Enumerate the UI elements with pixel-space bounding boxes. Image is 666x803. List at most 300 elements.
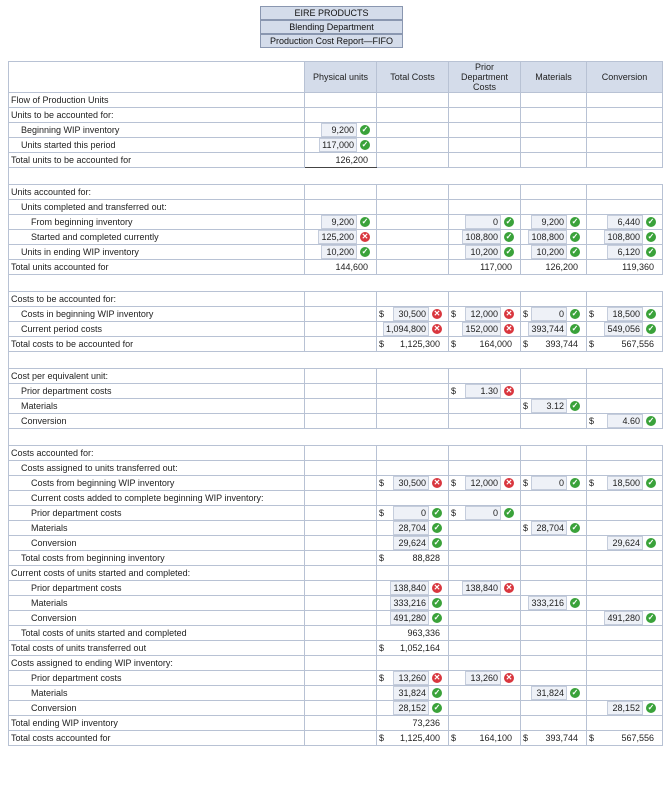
answer-input[interactable]: 6,440 (607, 215, 643, 229)
cell-c5 (587, 260, 663, 275)
value-group (607, 476, 656, 490)
cell-c3 (449, 230, 521, 245)
computed-value: 126,200 (335, 155, 368, 165)
row-label: Flow of Production Units (9, 93, 305, 108)
table-row (9, 123, 663, 138)
table-row (9, 138, 663, 153)
answer-input[interactable]: 18,500 (607, 307, 643, 321)
cell-content (451, 262, 514, 272)
spacer-row (9, 429, 663, 446)
dollar-sign: $ (523, 478, 529, 488)
cell-c2 (377, 551, 449, 566)
cell-content (379, 671, 442, 685)
row-label: Current period costs (9, 322, 305, 337)
cell-c2 (377, 716, 449, 731)
cell-c3 (449, 245, 521, 260)
company-title: EIRE PRODUCTS (260, 6, 403, 20)
computed-value: 393,744 (545, 733, 578, 743)
row-label: Total costs accounted for (9, 731, 305, 746)
answer-input[interactable]: 138,840 (390, 581, 429, 595)
cell-c5 (587, 230, 663, 245)
cell-c2 (377, 626, 449, 641)
cell-c5 (587, 369, 663, 384)
answer-input[interactable]: 13,260 (393, 671, 429, 685)
value-group (462, 322, 514, 336)
cell-c2 (377, 566, 449, 581)
check-circle-icon: ✓ (647, 324, 655, 333)
answer-input[interactable]: 108,800 (462, 230, 501, 244)
check-circle-icon: ✓ (571, 247, 579, 256)
row-label: Units to be accounted for: (9, 108, 305, 123)
cell-c5 (587, 701, 663, 716)
cell-c2 (377, 414, 449, 429)
answer-input[interactable]: 117,000 (319, 138, 357, 152)
cell-c1 (305, 446, 377, 461)
cell-content (523, 476, 580, 490)
cell-c4 (521, 429, 587, 446)
value-group (607, 215, 656, 229)
computed-value: 88,828 (412, 553, 440, 563)
cell-c2 (377, 686, 449, 701)
cell-c4 (521, 461, 587, 476)
cell-content (379, 643, 442, 653)
column-header-row (9, 62, 663, 93)
answer-input[interactable]: 29,624 (607, 536, 643, 550)
cell-c1 (305, 476, 377, 491)
cell-c4 (521, 260, 587, 275)
cell-c1 (305, 292, 377, 307)
cell-c1 (305, 200, 377, 215)
answer-input[interactable]: 6,120 (607, 245, 643, 259)
row-label: Total units accounted for (9, 260, 305, 275)
check-circle-icon: ✓ (571, 478, 579, 487)
table-row (9, 153, 663, 168)
cell-c4 (521, 686, 587, 701)
cell-content (379, 733, 442, 743)
cell-c4 (521, 245, 587, 260)
cell-c4 (521, 731, 587, 746)
answer-input[interactable]: 333,216 (390, 596, 429, 610)
answer-input[interactable]: 4.60 (607, 414, 643, 428)
table-row (9, 581, 663, 596)
row-label: Prior department costs (9, 581, 305, 596)
cell-c4 (521, 123, 587, 138)
table-row (9, 521, 663, 536)
cell-c4 (521, 185, 587, 200)
cell-content (451, 384, 514, 398)
cell-c1 (305, 168, 377, 185)
table-row (9, 307, 663, 322)
answer-input[interactable]: 18,500 (607, 476, 643, 490)
row-label: Beginning WIP inventory (9, 123, 305, 138)
answer-input[interactable]: 491,280 (390, 611, 429, 625)
check-circle-icon: ✓ (571, 309, 579, 318)
cell-c5 (587, 596, 663, 611)
header-blank (9, 62, 305, 93)
cell-c2 (377, 352, 449, 369)
value-group (465, 384, 514, 398)
check-circle-icon: ✓ (505, 232, 513, 241)
cell-content (589, 262, 656, 272)
dollar-sign: $ (379, 733, 385, 743)
cell-content (523, 399, 580, 413)
row-label: Conversion (9, 414, 305, 429)
cell-content (379, 581, 442, 595)
cell-content (523, 215, 580, 229)
value-group (528, 322, 580, 336)
cell-c4 (521, 656, 587, 671)
row-label (9, 275, 305, 292)
dollar-sign: $ (379, 478, 385, 488)
cell-c4 (521, 322, 587, 337)
answer-input[interactable]: 0 (465, 506, 501, 520)
row-label: Units accounted for: (9, 185, 305, 200)
cell-c3 (449, 275, 521, 292)
cell-content (523, 686, 580, 700)
answer-input[interactable]: 28,152 (607, 701, 643, 715)
cell-c5 (587, 399, 663, 414)
cell-c2 (377, 446, 449, 461)
value-group (477, 733, 514, 743)
answer-input[interactable]: 10,200 (531, 245, 567, 259)
cell-c2 (377, 429, 449, 446)
cell-c5 (587, 506, 663, 521)
cell-c1 (305, 307, 377, 322)
answer-input[interactable]: 108,800 (604, 230, 643, 244)
cell-content (589, 230, 656, 244)
cell-c5 (587, 521, 663, 536)
cell-c1 (305, 138, 377, 153)
answer-input[interactable]: 9,200 (531, 215, 567, 229)
cell-c3 (449, 200, 521, 215)
answer-input[interactable]: 10,200 (321, 245, 357, 259)
cell-c1 (305, 596, 377, 611)
row-label: Total units to be accounted for (9, 153, 305, 168)
cell-c1 (305, 506, 377, 521)
cell-c1 (305, 337, 377, 352)
value-group (607, 536, 656, 550)
check-circle-icon: ✓ (571, 523, 579, 532)
answer-input[interactable]: 31,824 (393, 686, 429, 700)
value-group (607, 307, 656, 321)
cell-c3 (449, 215, 521, 230)
cell-c2 (377, 260, 449, 275)
table-row (9, 626, 663, 641)
computed-value: 117,000 (480, 262, 512, 272)
cell-c2 (377, 292, 449, 307)
answer-input[interactable]: 28,152 (393, 701, 429, 715)
cell-c1 (305, 275, 377, 292)
cell-c1 (305, 566, 377, 581)
computed-value: 567,556 (621, 733, 654, 743)
col-conversion: Conversion (587, 62, 663, 93)
check-circle-icon: ✓ (647, 478, 655, 487)
cell-c4 (521, 446, 587, 461)
cell-c4 (521, 337, 587, 352)
answer-input[interactable]: 1,094,800 (383, 322, 429, 336)
check-circle-icon: ✓ (361, 125, 369, 134)
cell-c1 (305, 153, 377, 168)
row-label: Total ending WIP inventory (9, 716, 305, 731)
table-row (9, 731, 663, 746)
dollar-sign: $ (523, 401, 529, 411)
cell-c5 (587, 138, 663, 153)
spacer-row (9, 352, 663, 369)
cell-c2 (377, 536, 449, 551)
cell-c3 (449, 399, 521, 414)
computed-value: 567,556 (621, 339, 654, 349)
answer-input[interactable]: 0 (465, 215, 501, 229)
cell-content (589, 322, 656, 336)
cell-c1 (305, 369, 377, 384)
cell-content (523, 733, 580, 743)
cell-c3 (449, 536, 521, 551)
check-circle-icon: ✓ (647, 247, 655, 256)
cell-content (379, 701, 442, 715)
table-row (9, 337, 663, 352)
dollar-sign: $ (451, 733, 457, 743)
cell-c5 (587, 716, 663, 731)
cell-c2 (377, 123, 449, 138)
table-row (9, 641, 663, 656)
cell-c2 (377, 215, 449, 230)
col-total-costs: Total Costs (377, 62, 449, 93)
cell-c3 (449, 337, 521, 352)
row-label (9, 429, 305, 446)
cell-c2 (377, 461, 449, 476)
dollar-sign: $ (589, 733, 595, 743)
answer-input[interactable]: 1.30 (465, 384, 501, 398)
cell-content (451, 581, 514, 595)
cell-content (379, 339, 442, 349)
cell-content (523, 307, 580, 321)
value-group (620, 262, 656, 272)
answer-input[interactable]: 30,500 (393, 307, 429, 321)
cell-c3 (449, 521, 521, 536)
cell-c5 (587, 581, 663, 596)
cell-c1 (305, 716, 377, 731)
cell-c4 (521, 626, 587, 641)
dollar-sign: $ (379, 553, 385, 563)
cell-c1 (305, 322, 377, 337)
cell-c1 (305, 384, 377, 399)
table-row (9, 399, 663, 414)
check-circle-icon: ✓ (571, 688, 579, 697)
cell-c3 (449, 671, 521, 686)
cell-c3 (449, 292, 521, 307)
answer-input[interactable]: 31,824 (531, 686, 567, 700)
row-label: From beginning inventory (9, 215, 305, 230)
cell-c2 (377, 521, 449, 536)
spacer-row (9, 168, 663, 185)
cell-c5 (587, 93, 663, 108)
cell-c1 (305, 461, 377, 476)
cell-c2 (377, 138, 449, 153)
cell-content (379, 476, 442, 490)
answer-input[interactable]: 152,000 (462, 322, 501, 336)
cell-c4 (521, 596, 587, 611)
cell-c1 (305, 260, 377, 275)
answer-input[interactable]: 333,216 (528, 596, 567, 610)
cell-c4 (521, 566, 587, 581)
cell-c5 (587, 476, 663, 491)
value-group (398, 733, 442, 743)
cell-content (589, 611, 656, 625)
check-circle-icon: ✓ (647, 232, 655, 241)
answer-input[interactable]: 549,056 (604, 322, 643, 336)
cell-content (589, 245, 656, 259)
cell-c5 (587, 245, 663, 260)
cell-c1 (305, 352, 377, 369)
answer-input[interactable]: 3.12 (531, 399, 567, 413)
cell-content (589, 733, 656, 743)
report-title: Production Cost Report—FIFO (260, 34, 403, 48)
table-row (9, 414, 663, 429)
table-row (9, 185, 663, 200)
cell-c3 (449, 461, 521, 476)
answer-input[interactable]: 0 (393, 506, 429, 520)
answer-input[interactable]: 393,744 (528, 322, 567, 336)
value-group (393, 701, 442, 715)
cell-c5 (587, 275, 663, 292)
table-row (9, 108, 663, 123)
cell-c5 (587, 566, 663, 581)
cell-content (379, 628, 442, 638)
answer-input[interactable]: 29,624 (393, 536, 429, 550)
dollar-sign: $ (379, 643, 385, 653)
row-label: Current costs added to complete beginning WIP inventory: (9, 491, 305, 506)
dollar-sign: $ (523, 523, 529, 533)
table-row (9, 686, 663, 701)
answer-input[interactable]: 491,280 (604, 611, 643, 625)
table-row (9, 93, 663, 108)
cell-content (307, 215, 370, 229)
cell-c3 (449, 123, 521, 138)
cell-content (523, 245, 580, 259)
row-label (9, 168, 305, 185)
value-group (462, 581, 514, 595)
x-circle-icon: ✕ (433, 478, 441, 487)
row-label: Units started this period (9, 138, 305, 153)
value-group (383, 322, 442, 336)
cell-c4 (521, 93, 587, 108)
cell-c3 (449, 506, 521, 521)
cell-c3 (449, 596, 521, 611)
cell-c3 (449, 185, 521, 200)
table-row (9, 461, 663, 476)
value-group (393, 671, 442, 685)
answer-input[interactable]: 28,704 (393, 521, 429, 535)
row-label: Costs in beginning WIP inventory (9, 307, 305, 322)
table-row (9, 506, 663, 521)
answer-input[interactable]: 30,500 (393, 476, 429, 490)
row-label: Total costs to be accounted for (9, 337, 305, 352)
answer-input[interactable]: 10,200 (465, 245, 501, 259)
cell-content (379, 686, 442, 700)
computed-value: 1,125,400 (399, 733, 440, 743)
cell-c3 (449, 716, 521, 731)
cell-c1 (305, 656, 377, 671)
cell-c1 (305, 185, 377, 200)
value-group (465, 671, 514, 685)
table-row (9, 596, 663, 611)
value-group (528, 596, 580, 610)
cell-c5 (587, 671, 663, 686)
cell-c5 (587, 551, 663, 566)
cell-c3 (449, 260, 521, 275)
answer-input[interactable]: 9,200 (321, 215, 357, 229)
answer-input[interactable]: 28,704 (531, 521, 567, 535)
cell-c2 (377, 399, 449, 414)
cell-c5 (587, 123, 663, 138)
check-circle-icon: ✓ (505, 508, 513, 517)
x-circle-icon: ✕ (505, 309, 513, 318)
answer-input[interactable]: 108,800 (528, 230, 567, 244)
value-group (607, 701, 656, 715)
value-group (465, 245, 514, 259)
answer-input[interactable]: 12,000 (465, 307, 501, 321)
table-row (9, 491, 663, 506)
cell-c4 (521, 641, 587, 656)
answer-input[interactable]: 13,260 (465, 671, 501, 685)
cell-content (379, 307, 442, 321)
answer-input[interactable]: 0 (531, 307, 567, 321)
x-circle-icon: ✕ (505, 386, 513, 395)
table-row (9, 215, 663, 230)
answer-input[interactable]: 138,840 (462, 581, 501, 595)
cell-c1 (305, 491, 377, 506)
dollar-sign: $ (379, 339, 385, 349)
check-circle-icon: ✓ (433, 508, 441, 517)
cell-content (589, 414, 656, 428)
cell-content (307, 155, 370, 165)
cell-c1 (305, 626, 377, 641)
check-circle-icon: ✓ (433, 613, 441, 622)
dollar-sign: $ (589, 416, 595, 426)
cell-c2 (377, 108, 449, 123)
cell-c3 (449, 307, 521, 322)
cell-c3 (449, 322, 521, 337)
value-group (410, 553, 442, 563)
answer-input[interactable]: 12,000 (465, 476, 501, 490)
check-circle-icon: ✓ (433, 523, 441, 532)
cell-c1 (305, 215, 377, 230)
cell-c5 (587, 429, 663, 446)
table-row (9, 551, 663, 566)
row-label: Conversion (9, 701, 305, 716)
value-group (528, 230, 580, 244)
report-table (8, 61, 663, 746)
table-row (9, 671, 663, 686)
cell-content (379, 596, 442, 610)
cell-c4 (521, 307, 587, 322)
value-group (531, 245, 580, 259)
check-circle-icon: ✓ (505, 217, 513, 226)
answer-input[interactable]: 125,200 (318, 230, 357, 244)
answer-input[interactable]: 9,200 (321, 123, 357, 137)
cell-c2 (377, 369, 449, 384)
cell-c5 (587, 337, 663, 352)
answer-input[interactable]: 0 (531, 476, 567, 490)
row-label: Costs accounted for: (9, 446, 305, 461)
value-group (398, 643, 442, 653)
x-circle-icon: ✕ (433, 324, 441, 333)
row-label: Conversion (9, 536, 305, 551)
cell-c5 (587, 307, 663, 322)
cell-c3 (449, 731, 521, 746)
cell-content (589, 701, 656, 715)
cell-c4 (521, 414, 587, 429)
